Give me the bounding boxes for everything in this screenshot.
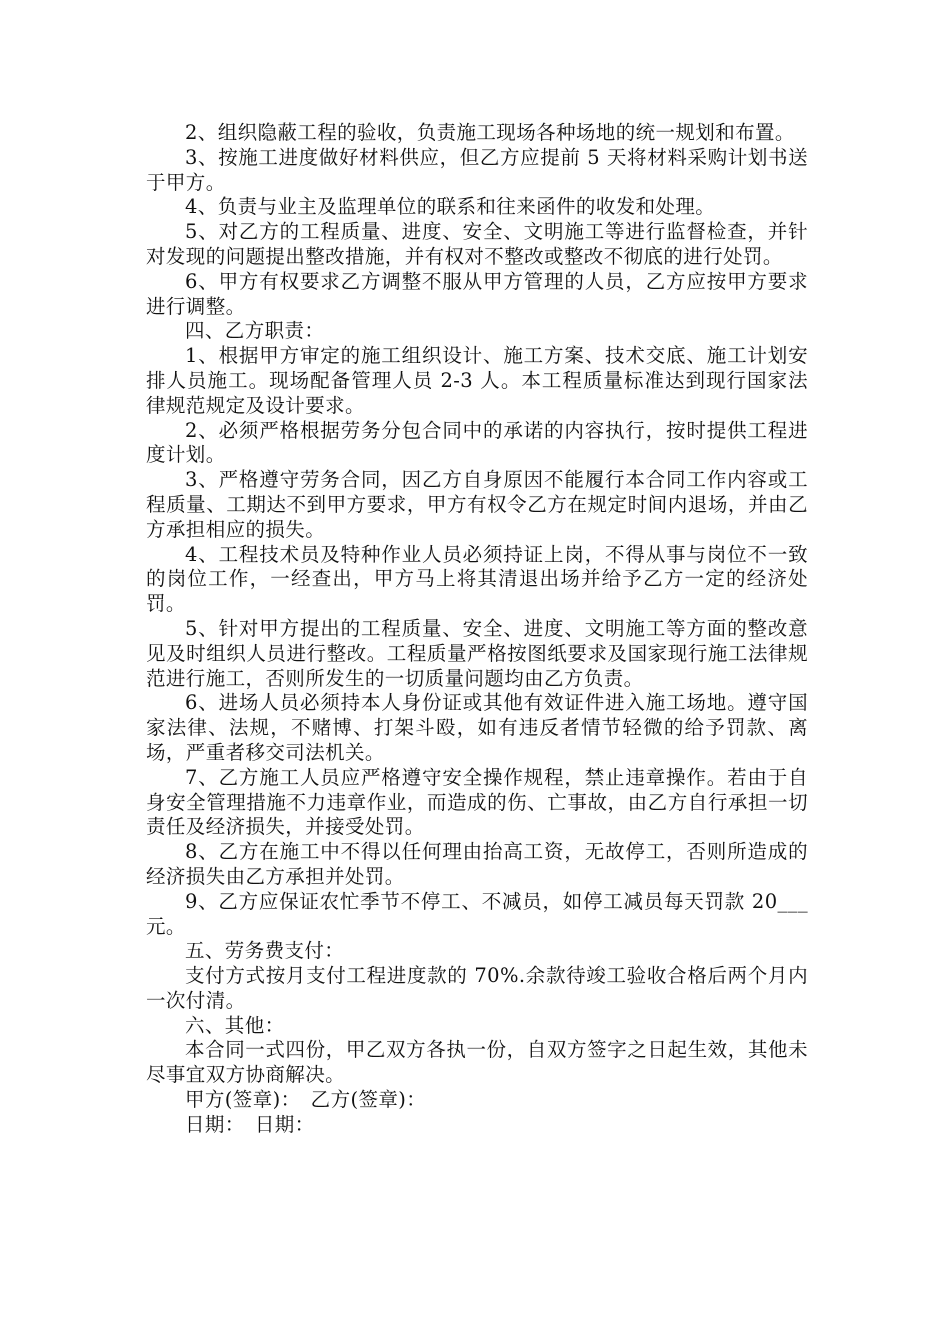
section-heading-other: 六、其他： <box>185 1013 285 1037</box>
paragraph-b-clause-1: 1、根据甲方审定的施工组织设计、施工方案、技术交底、施工计划安排人员施工。现场配备管理人员 2-3 人。本工程质量标准达到现行国家法律规范规定及设计要求。 <box>146 344 808 417</box>
paragraph-b-clause-5: 5、针对甲方提出的工程质量、安全、进度、文明施工等方面的整改意见及时组织人员进行整改。工程质量严格按图纸要求及国家现行施工法律规范进行施工，否则所发生的一切质量问题均由乙方负责。 <box>146 616 808 690</box>
paragraph-clause-6: 6、甲方有权要求乙方调整不服从甲方管理的人员，乙方应按甲方要求进行调整。 <box>146 269 808 318</box>
paragraph-clause-2: 2、组织隐蔽工程的验收，负责施工现场各种场地的统一规划和布置。 <box>185 121 795 144</box>
paragraph-b-clause-4: 4、工程技术员及特种作业人员必须持证上岗，不得从事与岗位不一致的岗位工作，一经查出，甲方马上将其清退出场并给予乙方一定的经济处罚。 <box>146 542 808 616</box>
signature-line: 甲方(签章)： 乙方(签章)： <box>185 1088 427 1112</box>
section-heading-party-b-duties: 四、乙方职责： <box>185 319 325 343</box>
date-line: 日期： 日期： <box>185 1112 315 1136</box>
paragraph-b-clause-9: 9、乙方应保证农忙季节不停工、不减员，如停工减员每天罚款 20___元。 <box>146 889 808 938</box>
paragraph-b-clause-8: 8、乙方在施工中不得以任何理由抬高工资，无故停工，否则所造成的经济损失由乙方承担并处罚。 <box>146 840 808 888</box>
paragraph-clause-5: 5、对乙方的工程质量、进度、安全、文明施工等进行监督检查，并针对发现的问题提出整改措施，并有权对不整改或整改不彻底的进行处罚。 <box>146 220 808 268</box>
paragraph-b-clause-7: 7、乙方施工人员应严格遵守安全操作规程，禁止违章操作。若由于自身安全管理措施不力违章作业，而造成的伤、亡事故，由乙方自行承担一切责任及经济损失，并接受处罚。 <box>146 765 808 839</box>
paragraph-b-clause-2: 2、必须严格根据劳务分包合同中的承诺的内容执行，按时提供工程进度计划。 <box>146 418 808 467</box>
paragraph-clause-4: 4、负责与业主及监理单位的联系和往来函件的收发和处理。 <box>185 195 716 219</box>
paragraph-b-clause-6: 6、进场人员必须持本人身份证或其他有效证件进入施工场地。遵守国家法律、法规，不赌博、打架斗殴，如有违反者情节轻微的给予罚款、离场，严重者移交司法机关。 <box>146 691 808 764</box>
contract-body <box>146 121 808 1138</box>
paragraph-b-clause-3: 3、严格遵守劳务合同，因乙方自身原因不能履行本合同工作内容或工程质量、工期达不到甲方要求，甲方有权令乙方在规定时间内退场，并由乙方承担相应的损失。 <box>146 468 808 541</box>
paragraph-other-terms: 本合同一式四份，甲乙双方各执一份，自双方签字之日起生效，其他未尽事宜双方协商解决。 <box>146 1038 808 1087</box>
paragraph-payment-terms: 支付方式按月支付工程进度款的 70%.余款待竣工验收合格后两个月内一次付清。 <box>146 964 808 1012</box>
paragraph-clause-3: 3、按施工进度做好材料供应，但乙方应提前 5 天将材料采购计划书送于甲方。 <box>146 145 808 194</box>
section-heading-payment: 五、劳务费支付： <box>185 939 345 963</box>
